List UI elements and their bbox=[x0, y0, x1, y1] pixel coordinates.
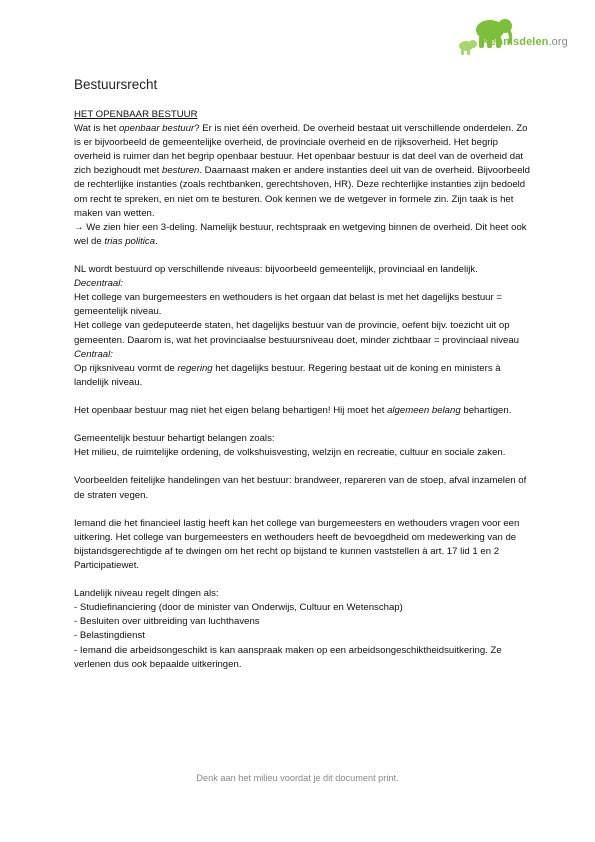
paragraph-provinciaal: Het college van gedeputeerde staten, het dagelijks bestuur van de provincie, oefent bijv. toezicht uit op gemeenten. Daarom is, wat het provinciaalse bestuursniveau doet, minder zichtbaar = provinciaal niveau bbox=[74, 320, 520, 346]
paragraph-landelijk-intro: Landelijk niveau regelt dingen als: bbox=[74, 588, 219, 600]
label-decentraal: Decentraal: bbox=[74, 278, 124, 290]
list-item: - Studiefinanciering (door de minister van Onderwijs, Cultuur en Wetenschap) bbox=[74, 602, 403, 614]
arrow-icon: → bbox=[74, 221, 84, 233]
paragraph-gemeentelijke-belangen: Het milieu, de ruimtelijke ordening, de volkshuisvesting, welzijn en recreatie, cultuur en sociale zaken. bbox=[74, 447, 506, 459]
list-item: - Besluiten over uitbreiding van luchthavens bbox=[74, 616, 260, 628]
logo-brand: Kennisdelen bbox=[482, 36, 549, 48]
footer-note: Denk aan het milieu voordat je dit document print. bbox=[196, 773, 399, 783]
paragraph-algemeen-belang: Het openbaar bestuur mag niet het eigen belang behartigen! Hij moet het algemeen belang behartigen. bbox=[74, 404, 512, 416]
kennisdelen-logo bbox=[452, 14, 580, 62]
list-item: - Belastingdienst bbox=[74, 630, 145, 642]
logo-wordmark bbox=[482, 36, 568, 48]
paragraph-rijksniveau: Op rijksniveau vormt de regering het dagelijks bestuur. Regering bestaat uit de koning en ministers à landelijk niveau. bbox=[74, 362, 501, 388]
paragraph-uitkering: Iemand die het financieel lastig heeft kan het college van burgemeesters en wethouders vragen voor een uitkering. Het college van burgemeesters en wethouders heeft de bevoegdheid om medewerking van de bijstandsgerechtigde af te dwingen om het recht op bijstand te kunnen vaststellen à art. 17 lid 1 en 2 Participatiewet. bbox=[74, 517, 520, 571]
section-heading: HET OPENBAAR BESTUUR bbox=[74, 109, 198, 120]
paragraph-trias-politica: → We zien hier een 3-deling. Namelijk bestuur, rechtspraak en wetgeving binnen de overheid. Dit heet ook wel de trias politica. bbox=[74, 221, 527, 247]
label-centraal: Centraal: bbox=[74, 348, 113, 360]
document-title: Bestuursrecht bbox=[74, 77, 158, 92]
list-item: - Iemand die arbeidsongeschikt is kan aanspraak maken op een arbeidsongeschiktheidsuitkering. Ze verlenen dus ook bepaalde uitkeringen. bbox=[74, 644, 502, 670]
logo-tld: .org bbox=[548, 36, 568, 48]
paragraph-feitelijke-handelingen: Voorbeelden feitelijke handelingen van het bestuur: brandweer, repareren van de stoep, afval inzamelen of de straten vegen. bbox=[74, 475, 527, 501]
paragraph-gemeentelijke-belangen-intro: Gemeentelijk bestuur behartigt belangen zoals: bbox=[74, 433, 275, 445]
paragraph-gemeentelijk: Het college van burgemeesters en wethouders is het orgaan dat belast is met het dagelijks bestuur = gemeentelijk niveau. bbox=[74, 292, 502, 318]
paragraph-intro: Wat is het openbaar bestuur? Er is niet één overheid. De overheid bestaat uit verschillende onderdelen. Zo is er bijvoorbeeld de gemeentelijke overheid, de provinciale overheid en de rijksoverheid. Het begrip overheid is ruimer dan het begrip openbaar bestuur. Het openbaar bestuur is dat deel van de overheid dat zich bezighoudt met besturen. Daarnaast maken er andere instanties deel uit van de overheid. Bijvoorbeeld de rechterlijke instanties (zoals rechtbanken, gerechtshoven, HR). Deze rechterlijke instanties zijn bedoeld om recht te spreken, en niet om te besturen. Ook kennen we de wetgever in formele zin. Zijn taak is het maken van wetten. bbox=[74, 123, 530, 219]
document-body bbox=[74, 108, 534, 672]
paragraph-niveaus: NL wordt bestuurd op verschillende niveaus: bijvoorbeeld gemeentelijk, provinciaal en landelijk. bbox=[74, 264, 478, 276]
